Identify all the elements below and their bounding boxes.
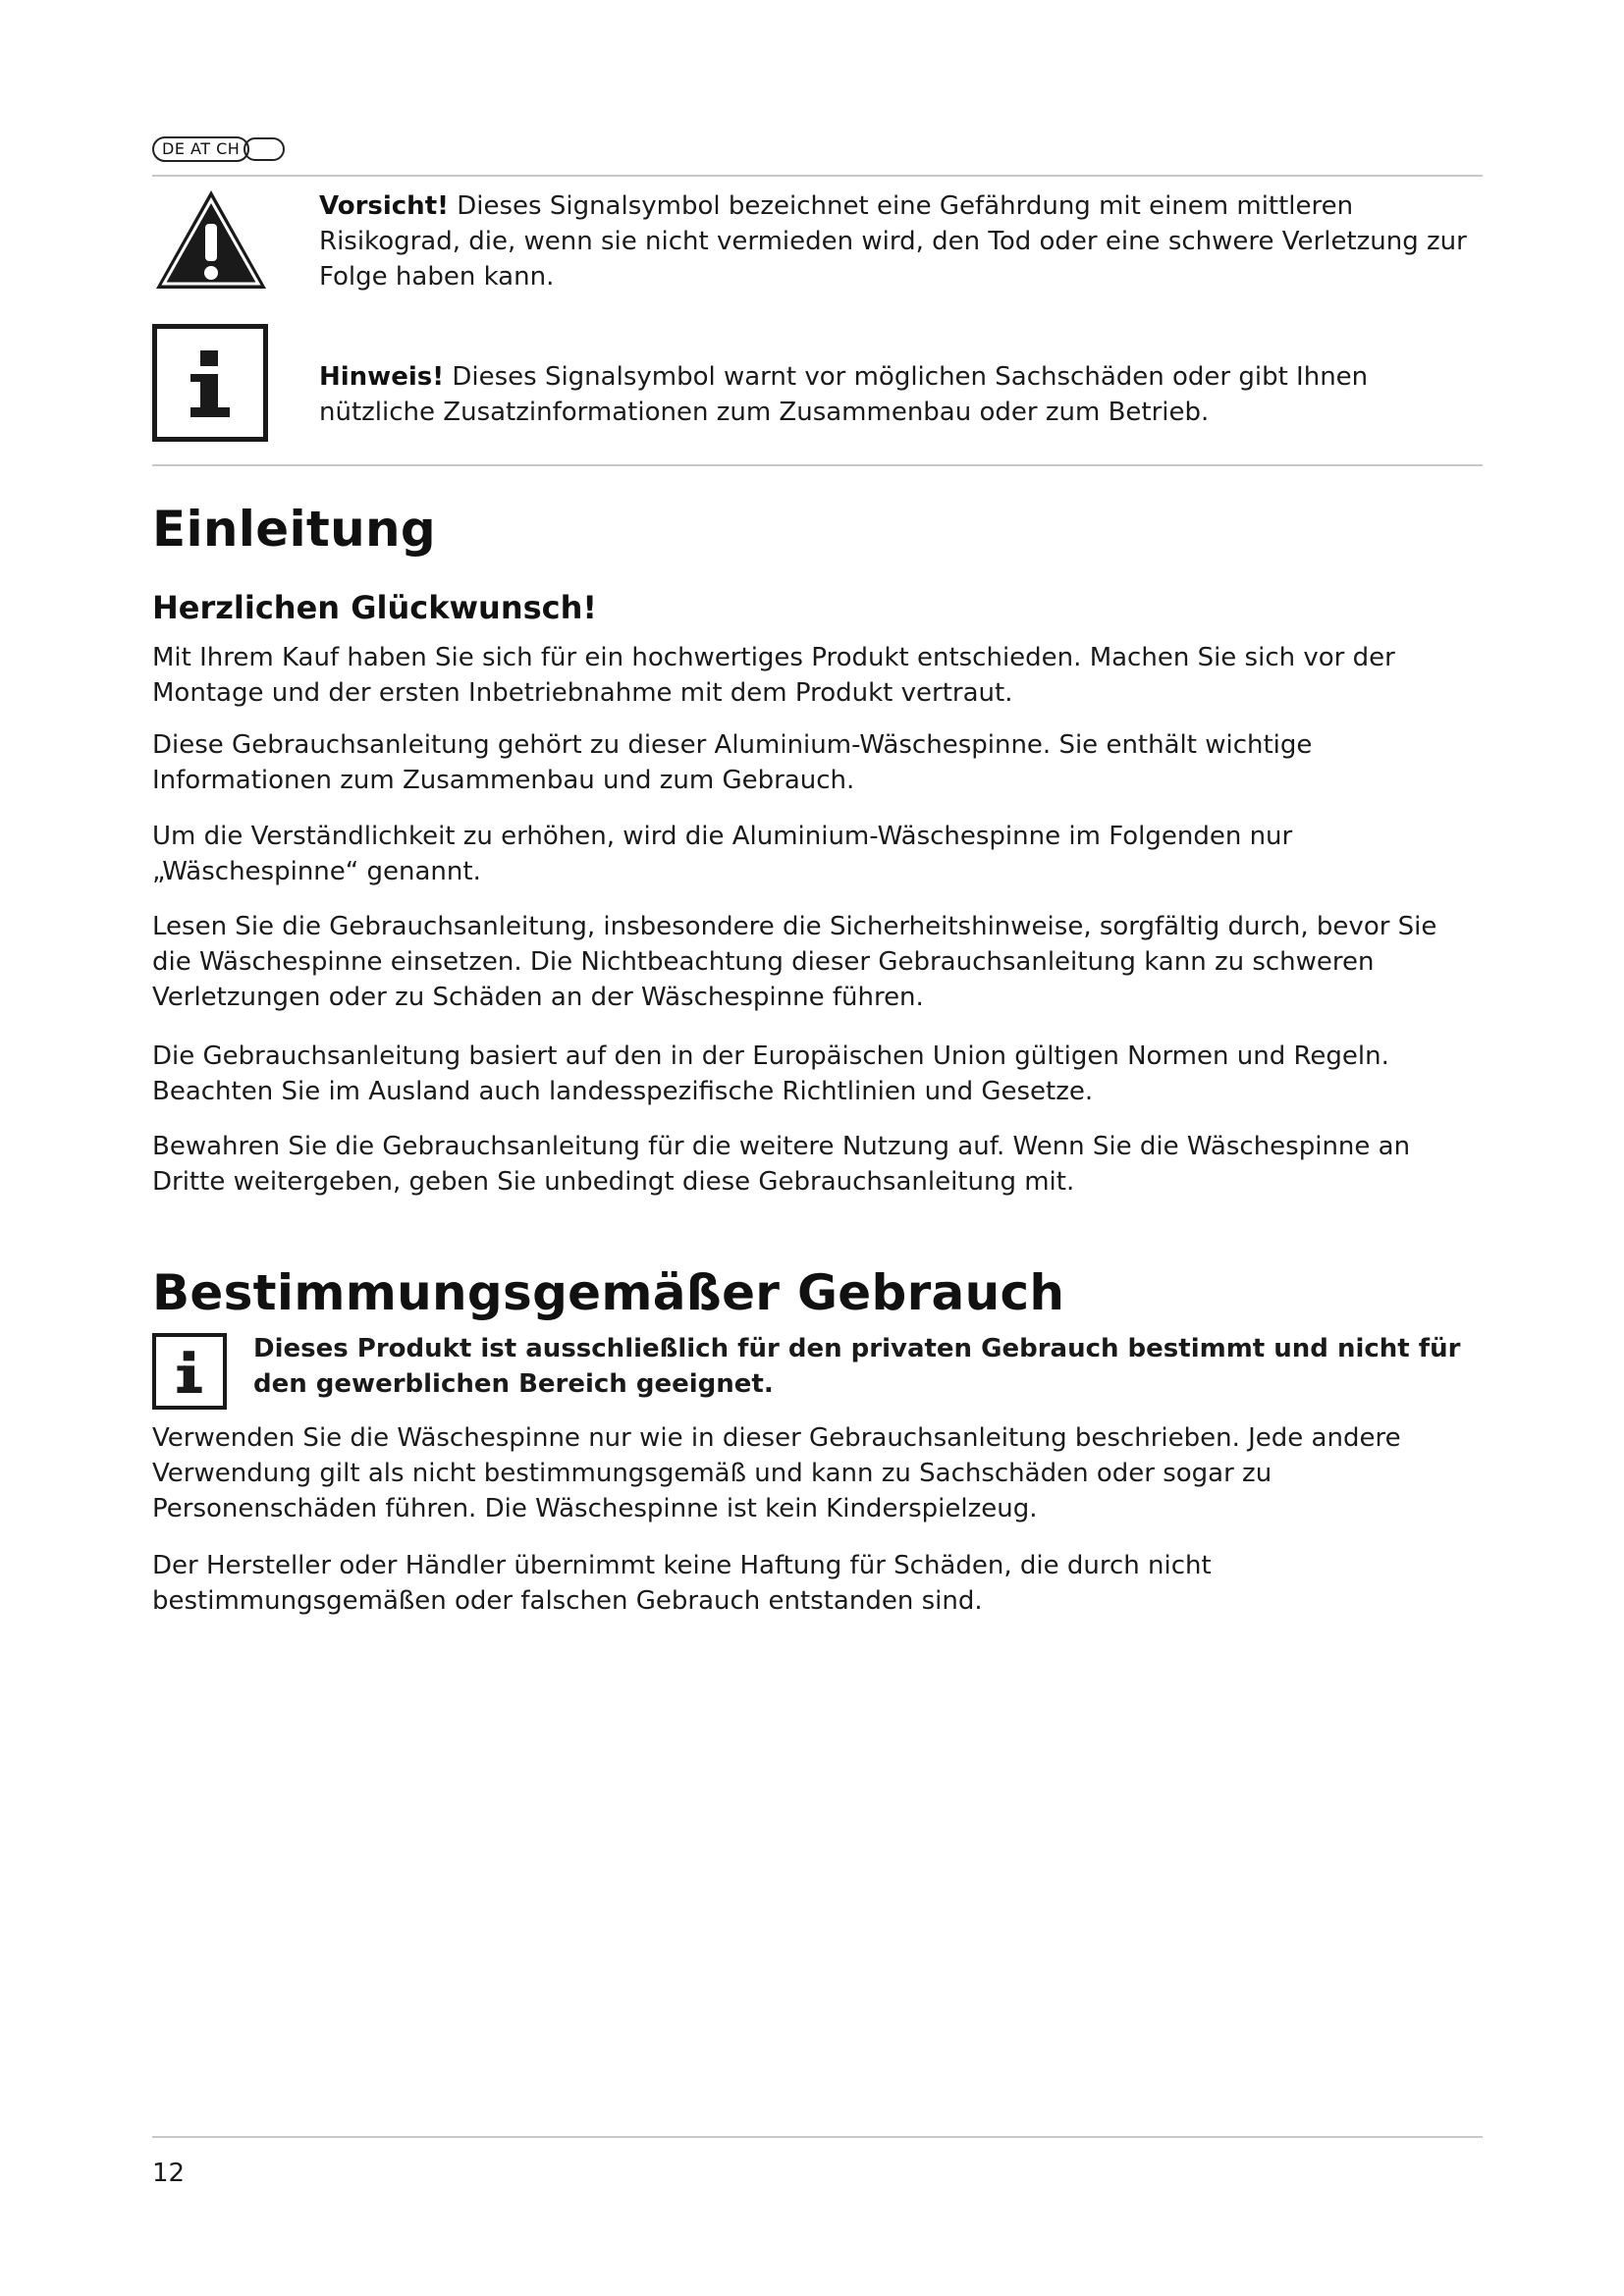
warning-triangle-icon <box>152 187 270 294</box>
top-divider <box>152 175 1483 177</box>
intended-use-paragraph-2: Der Hersteller oder Händler übernimmt keine Haftung für Schäden, die durch nicht bestimmungsgemäßen oder falschen Gebrauch entstanden sind. <box>152 1551 1212 1616</box>
intro-subtitle: Herzlichen Glückwunsch! <box>152 589 597 626</box>
intended-use-notice: Dieses Produkt ist ausschließlich für den privaten Gebrauch bestimmt und nicht für den gewerblichen Bereich geeignet. <box>253 1334 1461 1399</box>
intro-paragraph-1: Mit Ihrem Kauf haben Sie sich für ein hochwertiges Produkt entschieden. Machen Sie sich vor der Montage und der ersten Inbetriebnahme mit dem Produkt vertraut. <box>152 643 1395 708</box>
footer-divider <box>152 2136 1483 2138</box>
caution-text: Dieses Signalsymbol bezeichnet eine Gefährdung mit einem mittleren Risikograd, die, wenn sie nicht vermieden wird, den Tod oder eine schwere Verletzung zur Folge haben kann. <box>319 191 1467 292</box>
intro-paragraph-2: Diese Gebrauchsanleitung gehört zu dieser Aluminium-Wäschespinne. Sie enthält wichtige Informationen zum Zusammenbau und zum Gebrauch. <box>152 730 1313 795</box>
intro-title: Einleitung <box>152 501 436 558</box>
caution-label: Vorsicht! <box>319 191 449 221</box>
hint-text: Dieses Signalsymbol warnt vor möglichen Sachschäden oder gibt Ihnen nützliche Zusatzinformationen zum Zusammenbau oder zum Betrieb. <box>319 362 1369 427</box>
info-icon <box>152 1333 227 1410</box>
notices-divider <box>152 464 1483 466</box>
intro-paragraph-3: Um die Verständlichkeit zu erhöhen, wird die Aluminium-Wäschespinne im Folgenden nur „Wäschespinne“ genannt. <box>152 822 1293 886</box>
caution-notice <box>319 188 1478 294</box>
language-tag <box>152 136 285 162</box>
page-number: 12 <box>152 2159 186 2188</box>
intended-use-title: Bestimmungsgemäßer Gebrauch <box>152 1264 1065 1321</box>
hint-notice <box>319 359 1478 430</box>
intended-use-paragraph-1: Verwenden Sie die Wäschespinne nur wie in dieser Gebrauchsanleitung beschrieben. Jede andere Verwendung gilt als nicht bestimmungsgemäß und kann zu Sachschäden oder sogar zu Personenschäden führen. Die Wäschespinne ist kein Kinderspielzeug. <box>152 1423 1401 1523</box>
intro-paragraph-5: Die Gebrauchsanleitung basiert auf den in der Europäischen Union gültigen Normen und Regeln. Beachten Sie im Ausland auch landesspezifische Richtlinien und Gesetze. <box>152 1041 1389 1106</box>
hint-label: Hinweis! <box>319 362 445 392</box>
intro-paragraph-6: Bewahren Sie die Gebrauchsanleitung für die weitere Nutzung auf. Wenn Sie die Wäschespinne an Dritte weitergeben, geben Sie unbedingt diese Gebrauchsanleitung mit. <box>152 1132 1411 1197</box>
language-tag-pill <box>244 137 285 161</box>
intro-paragraph-4: Lesen Sie die Gebrauchsanleitung, insbesondere die Sicherheitshinweise, sorgfältig durch, bevor Sie die Wäschespinne einsetzen. Die Nichtbeachtung dieser Gebrauchsanleitung kann zu schweren Verletzungen oder zu Schäden an der Wäschespinne führen. <box>152 912 1437 1012</box>
info-icon <box>152 324 268 442</box>
language-tag-label: DE AT CH <box>152 136 249 162</box>
